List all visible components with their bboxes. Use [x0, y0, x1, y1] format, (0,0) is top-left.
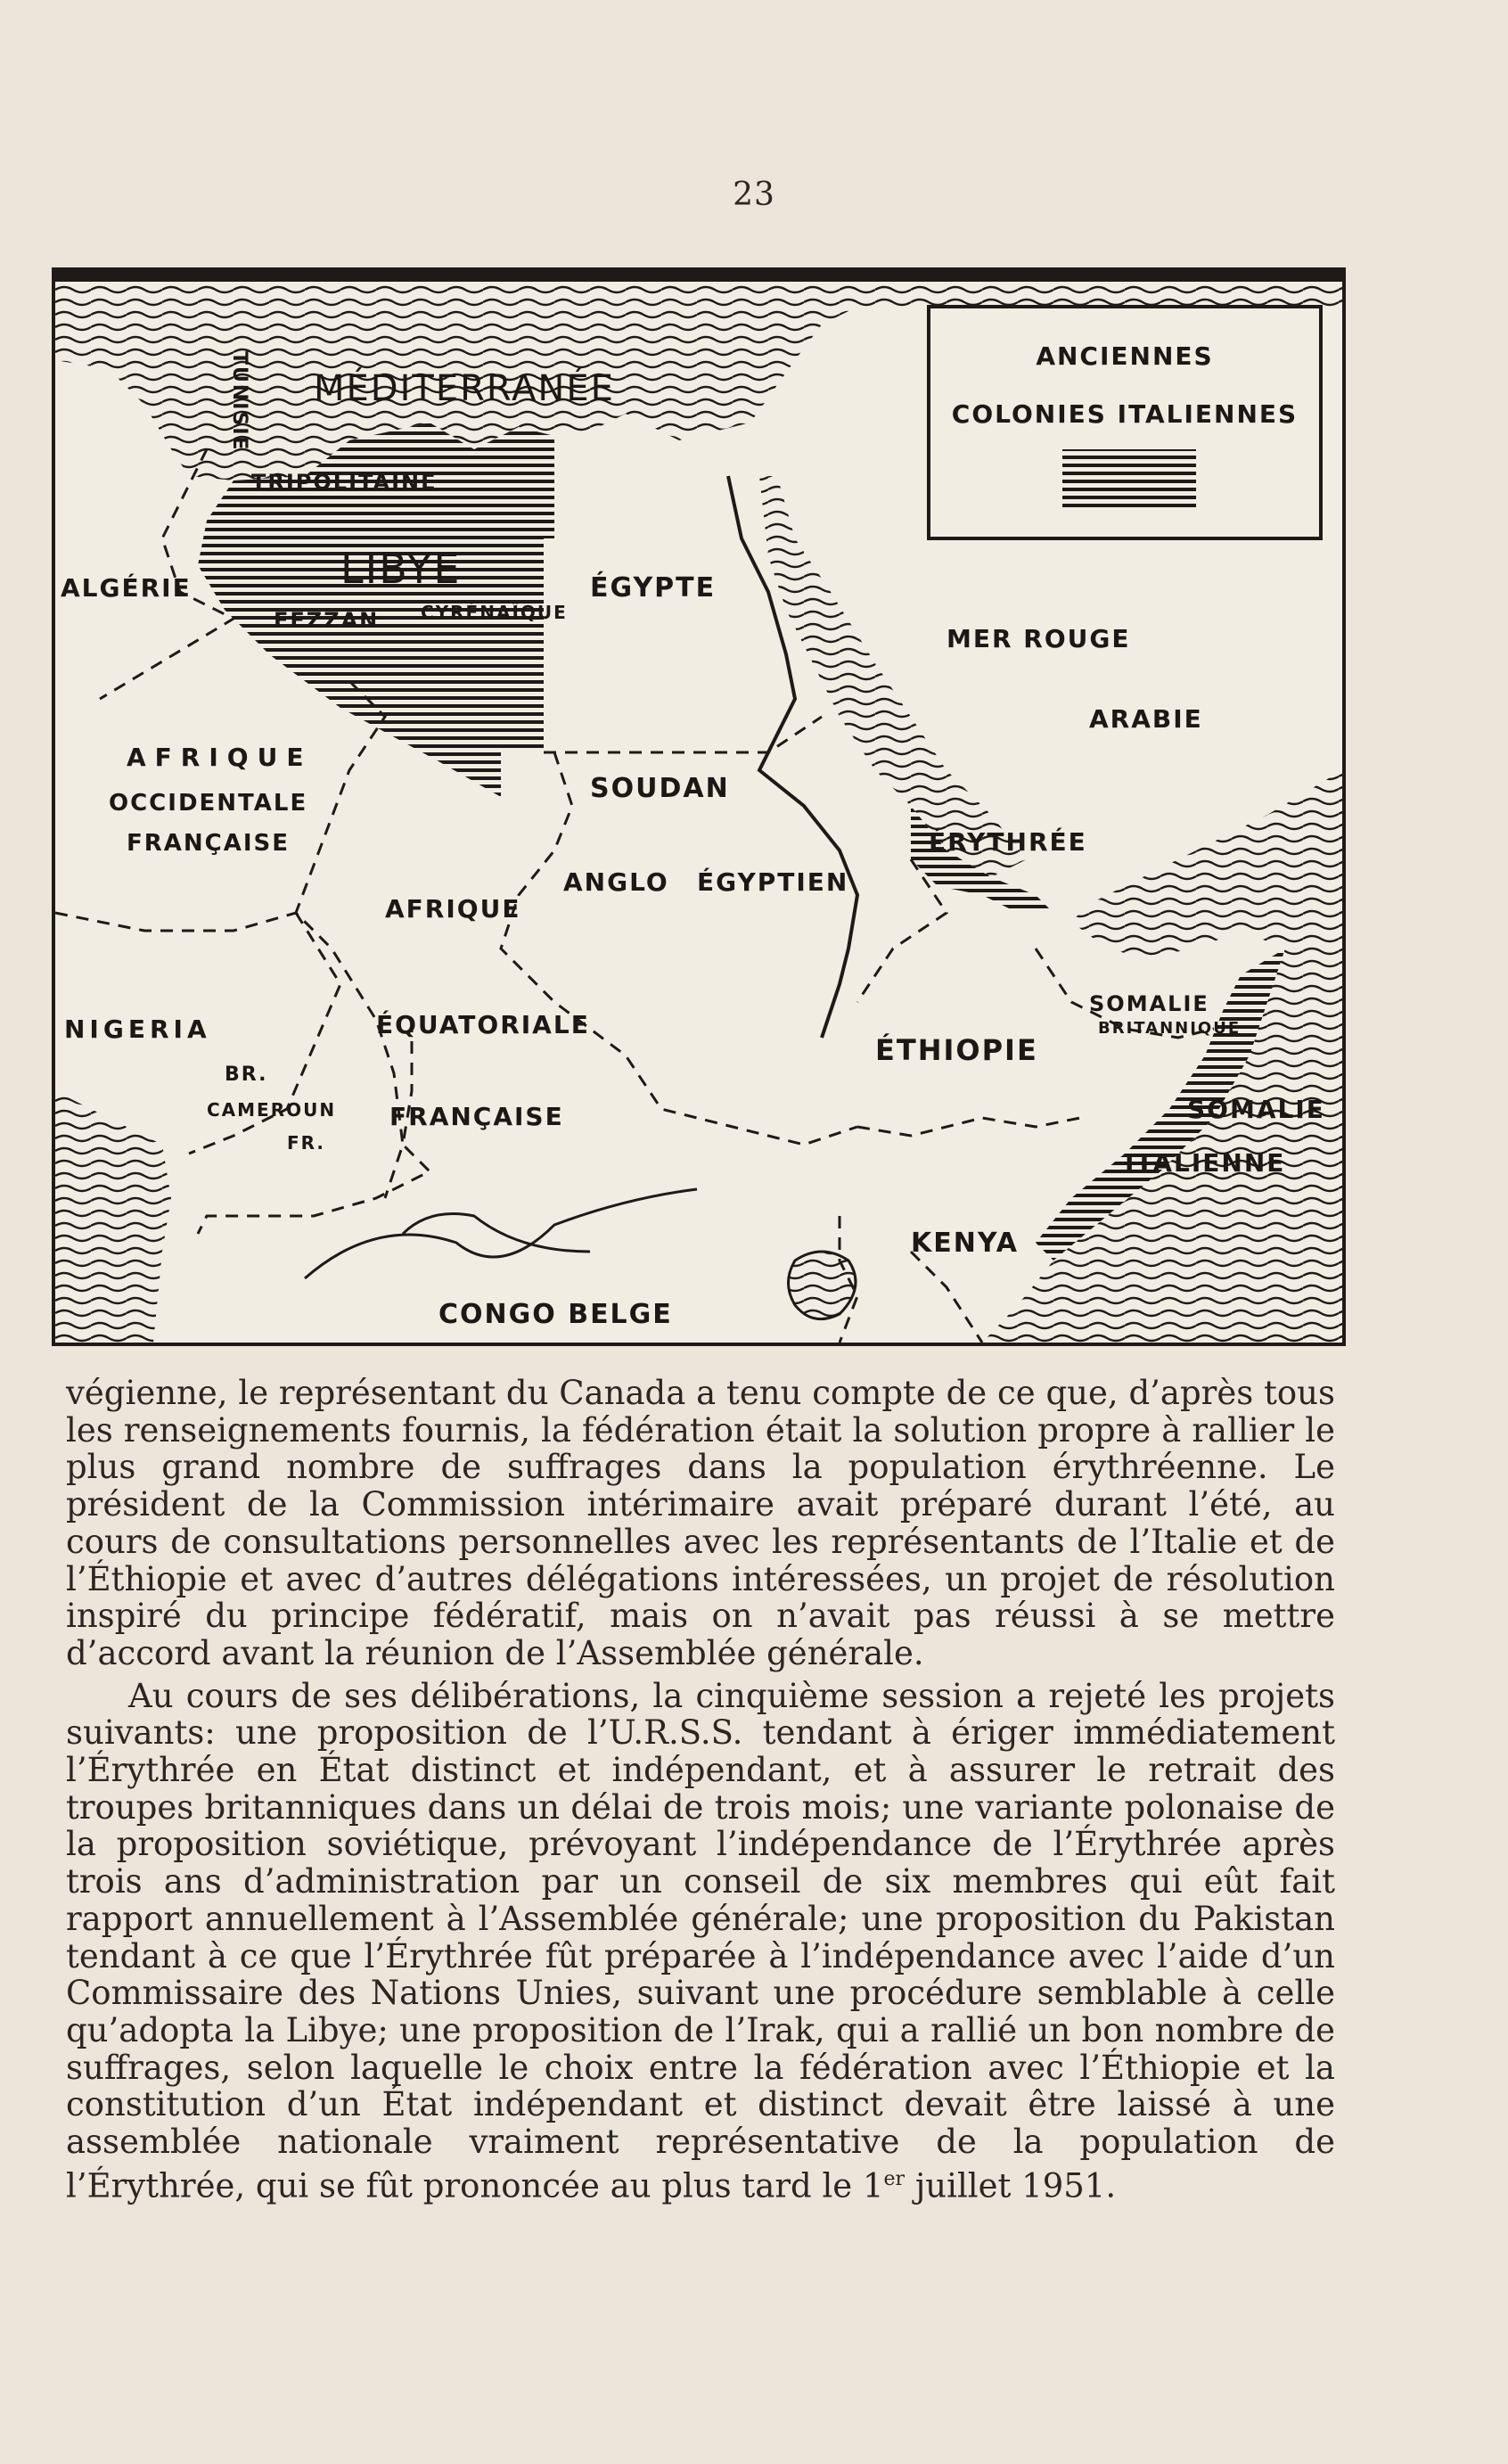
- label-afrique-occ-3: FRANÇAISE: [127, 830, 291, 857]
- atlantic-ocean: [55, 1091, 171, 1343]
- congo-river-branch: [403, 1214, 590, 1253]
- label-erythree: ÉRYTHRÉE: [929, 827, 1087, 857]
- body-text: [66, 1375, 1335, 2205]
- label-tunisie: TUNISIE: [228, 351, 250, 452]
- map-figure: [52, 267, 1346, 1346]
- label-mediterranee: MÉDITERRANÉE: [314, 368, 615, 409]
- paragraph-2: [66, 1678, 1335, 2205]
- label-somalie-it-1: SOMALIE: [1187, 1095, 1325, 1124]
- map-top-border: [55, 271, 1342, 282]
- label-somalie-it-2: ITALIENNE: [1125, 1148, 1286, 1178]
- label-cyrenaique: CYRÉNAÏQUE: [421, 602, 568, 623]
- label-mer-rouge: MER ROUGE: [947, 624, 1131, 653]
- page-number: 23: [733, 177, 775, 213]
- label-anglo: ANGLO: [563, 867, 669, 897]
- paragraph-1: végienne, le représentant du Canada a tenu compte de ce que, d’après tous les renseignements fournis, la fédération était la solution propre à rallier le plus grand nombre de suffrages dans la population érythréenne. Le président de la Commission intérimaire avait préparé durant l’été, au cours de consultations personnelles avec les représentants de l’Italie et de l’Éthiopie et avec d’autres délégations intéressées, un projet de résolution inspiré du principe fédératif, mais on n’avait pas réussi à se mettre d’accord avant la réunion de l’Assemblée générale.: [66, 1374, 1335, 1672]
- label-egypte: ÉGYPTE: [590, 572, 717, 604]
- label-congo-belge: CONGO BELGE: [438, 1299, 673, 1330]
- legend-swatch: [1062, 449, 1196, 512]
- legend-title-line2: COLONIES ITALIENNES: [951, 399, 1299, 429]
- label-fezzan: FEZZAN: [274, 608, 380, 633]
- label-afrique-eq-1: AFRIQUE: [385, 894, 521, 924]
- map-svg: [55, 271, 1342, 1343]
- label-cameroun: CAMEROUN: [207, 1099, 337, 1121]
- label-somalie-brit-1: SOMALIE: [1089, 991, 1209, 1016]
- label-afrique-occ-2: OCCIDENTALE: [109, 790, 308, 817]
- label-somalie-brit-2: BRITANNIQUE: [1098, 1019, 1242, 1038]
- label-nigeria: NIGERIA: [64, 1014, 211, 1044]
- label-algerie: ALGÉRIE: [61, 573, 192, 603]
- label-arabie: ARABIE: [1089, 704, 1203, 734]
- label-soudan: SOUDAN: [590, 773, 730, 804]
- label-afrique-eq-3: FRANÇAISE: [389, 1102, 564, 1131]
- label-tripolitaine: TRIPOLITAINE: [251, 470, 438, 495]
- label-ethiopie: ÉTHIOPIE: [875, 1033, 1038, 1067]
- label-libye: LIBYE: [340, 545, 462, 593]
- paragraph-2-end: juillet 1951.: [905, 2166, 1117, 2205]
- paragraph-2-superscript: er: [883, 2167, 906, 2190]
- label-br: BR.: [225, 1064, 268, 1086]
- label-kenya: KENYA: [911, 1228, 1019, 1259]
- paragraph-2-text: Au cours de ses délibérations, la cinquième session a rejeté les projets suivants: une proposition de l’U.R.S.S. tendant à ériger immédiatement l’Érythrée en État distinct et indépendant, et à assurer le retrait des troupes britanniques dans un délai de trois mois; une variante polonaise de la proposition soviétique, prévoyant l’indépendance de l’Érythrée après trois ans d’administration par un conseil de six membres qui eût fait rapport annuellement à l’Assemblée générale; une proposition du Pakistan tendant à ce que l’Érythrée fût préparée à l’indépendance avec l’aide d’un Commissaire des Nations Unies, suivant une procédure semblable à celle qu’adopta la Libye; une proposition de l’Irak, qui a rallié un bon nombre de suffrages, selon laquelle le choix entre la fédération avec l’Éthiopie et la constitution d’un État indépendant et distinct devait être laissé à une assemblée nationale vraiment représentative de la population de l’Érythrée, qui se fût prononcée au plus tard le 1: [66, 1676, 1335, 2205]
- label-egyptien: ÉGYPTIEN: [697, 867, 849, 897]
- label-fr: FR.: [287, 1132, 326, 1154]
- label-afrique-occ-1: AFRIQUE: [127, 743, 313, 772]
- lake-victoria: [789, 1252, 856, 1319]
- legend-title-line1: ANCIENNES: [1036, 341, 1214, 371]
- label-afrique-eq-2: ÉQUATORIALE: [376, 1010, 590, 1039]
